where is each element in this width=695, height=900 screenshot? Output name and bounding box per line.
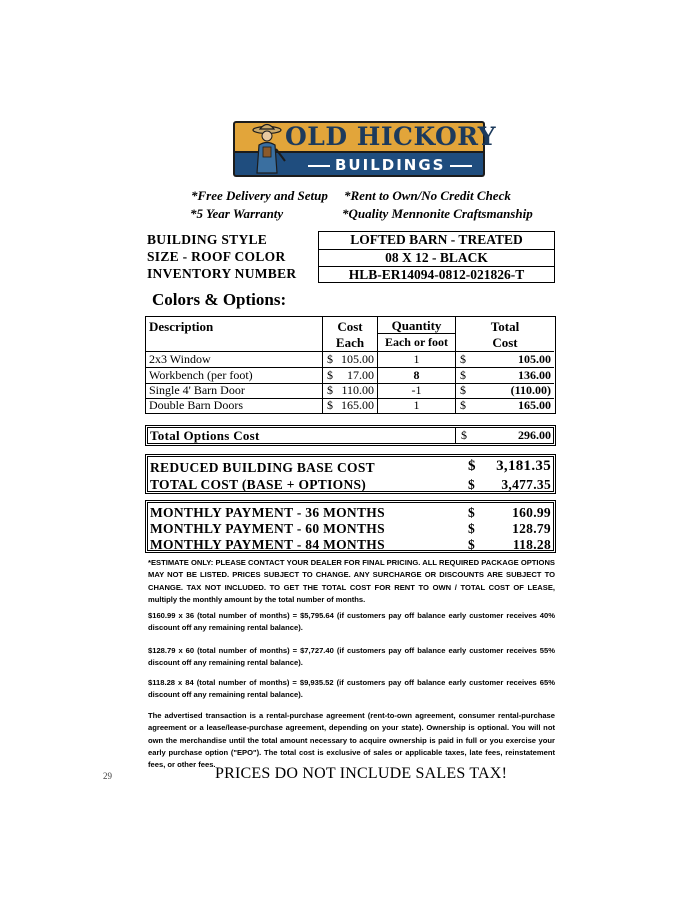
calc-36-months: $160.99 x 36 (total number of months) = $5,795.64 (if customers pay off balance early customer receives 40% discount off any remaining rental balance). [148, 611, 555, 633]
total-cost-label: TOTAL COST (BASE + OPTIONS) [150, 477, 367, 492]
sales-tax-notice: PRICES DO NOT INCLUDE SALES TAX! [215, 765, 508, 782]
payment-60-label: MONTHLY PAYMENT - 60 MONTHS [150, 521, 385, 536]
option-description: Workbench (per foot) [149, 368, 253, 382]
header-each: Each [335, 335, 365, 350]
farmer-icon [243, 121, 289, 177]
option-quantity: -1 [411, 383, 422, 397]
option-cost-symbol: $ [327, 352, 333, 366]
payment-84-value: 118.28 [512, 537, 551, 552]
calc-60-months: $128.79 x 60 (total number of months) = $7,727.40 (if customers pay off balance early customer receives 55% discount off any remaining rental balance). [148, 646, 555, 668]
size-roof-color-value: 08 X 12 - BLACK [319, 249, 554, 267]
inventory-number-value: HLB-ER14094-0812-021826-T [319, 266, 554, 284]
colors-options-heading: Colors & Options: [152, 290, 287, 309]
option-quantity: 1 [413, 352, 420, 366]
payment-84-symbol: $ [468, 537, 476, 552]
total-options-value: 296.00 [518, 428, 551, 442]
option-total-symbol: $ [460, 352, 466, 366]
option-cost: 110.00 [341, 383, 374, 397]
rental-purchase-disclaimer: The advertised transaction is a rental-purchase agreement (rent-to-own agreement, consumer rental-purchase agreement or a lease/lease-purchase agreement, depending on your state). Ownership is optional. You will not own the merchandise until the total amount necessary to acquire ownership is paid in full or you exercise your early purchase option ("EPO"). The total cost is exclusive of sales or applicable taxes, late fees, reinstatement fees, or other fees. [148, 711, 555, 770]
option-cost: 17.00 [347, 368, 374, 382]
total-options-box [145, 425, 556, 446]
logo-name: OLD HICKORY [285, 122, 497, 151]
total-options-divider [455, 428, 456, 443]
logo-subname [303, 155, 463, 175]
payment-84-label: MONTHLY PAYMENT - 84 MONTHS [150, 537, 385, 552]
option-cost: 165.00 [341, 398, 374, 412]
option-total-symbol: $ [460, 398, 466, 412]
tagline-warranty: *5 Year Warranty [190, 206, 284, 221]
option-description: Single 4' Barn Door [149, 383, 245, 397]
logo-subname-text: BUILDINGS [335, 156, 446, 174]
option-cost-symbol: $ [327, 383, 333, 397]
monthly-payments-box [145, 500, 556, 553]
page-number: 29 [103, 771, 112, 781]
option-total: 105.00 [518, 352, 551, 366]
option-quantity: 8 [413, 368, 420, 382]
estimate-disclaimer: *ESTIMATE ONLY: PLEASE CONTACT YOUR DEALER FOR FINAL PRICING. ALL REQUIRED PACKAGE OPTIONS MAY NOT BE LISTED. PRICES SUBJECT TO CHANGE. ANY SURCHARGE OR DISCOUNTS ARE SUBJECT TO CHANGE. TAX NOT INCLUDED. TO GET THE TOTAL COST FOR RENT TO OWN / TOTAL COST OF LEASE, multiply the monthly amount by the total number of months. [148, 558, 555, 604]
total-options-label: Total Options Cost [150, 428, 260, 443]
size-roof-color-label: SIZE - ROOF COLOR [147, 249, 286, 264]
option-total: 136.00 [518, 368, 551, 382]
total-cost-value: 3,477.35 [501, 477, 551, 492]
payment-60-value: 128.79 [512, 521, 551, 536]
building-style-value: LOFTED BARN - TREATED [350, 232, 523, 247]
cost-summary-box [145, 454, 556, 494]
tagline-rent-to-own: *Rent to Own/No Credit Check [344, 188, 511, 203]
option-cost: 105.00 [341, 352, 374, 366]
option-description: 2x3 Window [149, 352, 211, 366]
option-total-symbol: $ [460, 368, 466, 382]
payment-60-symbol: $ [468, 521, 476, 536]
reduced-base-cost-value: 3,181.35 [496, 458, 551, 474]
header-total-cost: Cost [492, 335, 518, 350]
building-style-label: BUILDING STYLE [147, 232, 268, 247]
company-logo [233, 121, 497, 177]
reduced-base-cost-symbol: $ [468, 458, 476, 474]
option-description: Double Barn Doors [149, 398, 243, 412]
building-info-box [318, 231, 555, 283]
option-quantity: 1 [413, 398, 420, 412]
calc-84-months: $118.28 x 84 (total number of months) = $9,935.52 (if customers pay off balance early customer receives 65% discount off any remaining rental balance). [148, 678, 555, 700]
header-cost: Cost [337, 319, 363, 334]
option-total: 165.00 [518, 398, 551, 412]
header-description: Description [149, 319, 214, 334]
options-table [145, 316, 556, 414]
header-each-or-foot: Each or foot [384, 335, 449, 349]
option-cost-symbol: $ [327, 368, 333, 382]
header-total: Total [490, 319, 520, 334]
tagline-free-delivery: *Free Delivery and Setup [191, 188, 328, 203]
logo-dash-right [450, 165, 472, 167]
total-options-symbol: $ [461, 428, 467, 442]
payment-36-value: 160.99 [512, 505, 551, 520]
option-total: (110.00) [510, 383, 551, 397]
inventory-number-label: INVENTORY NUMBER [147, 266, 297, 281]
option-cost-symbol: $ [327, 398, 333, 412]
reduced-base-cost-label: REDUCED BUILDING BASE COST [150, 460, 375, 475]
payment-36-label: MONTHLY PAYMENT - 36 MONTHS [150, 505, 385, 520]
header-quantity: Quantity [391, 318, 442, 333]
total-cost-symbol: $ [468, 477, 476, 492]
option-total-symbol: $ [460, 383, 466, 397]
payment-36-symbol: $ [468, 505, 476, 520]
logo-dash-left [308, 165, 330, 167]
tagline-quality: *Quality Mennonite Craftsmanship [342, 206, 533, 221]
